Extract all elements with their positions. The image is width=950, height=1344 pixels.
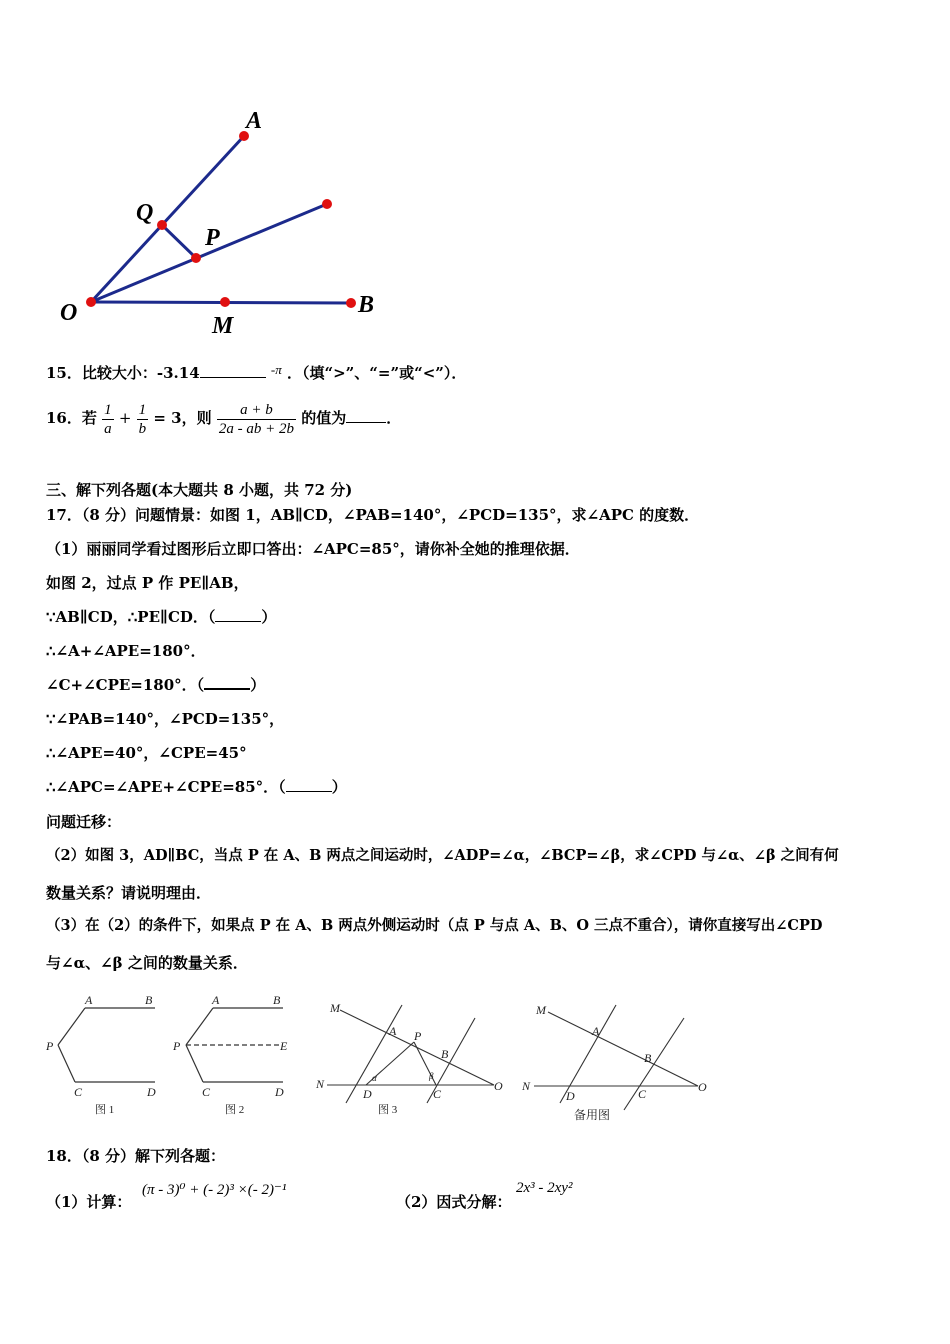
fraction-1-over-b: $\frac{1}{b}$ <box>138 401 147 437</box>
fig4-label-D: D <box>566 1089 575 1103</box>
fig3-label-O: O <box>494 1079 503 1093</box>
ray-OA <box>91 136 244 302</box>
fig1-label-A: A <box>85 993 93 1007</box>
fig4-label-N: N <box>522 1079 531 1093</box>
figure-spare <box>512 990 712 1125</box>
fig3-label-B: B <box>441 1047 449 1061</box>
fig2-label-E: E <box>280 1039 288 1053</box>
q17-line-5: ∴∠A+∠APE=180°． <box>46 642 206 660</box>
label-P: P <box>205 225 220 251</box>
fraction-1-over-a: $\frac{1}{a}$ <box>104 401 112 437</box>
q17-line-7: ∵∠PAB=140°，∠PCD=135°， <box>46 710 285 728</box>
fig2-label-B: B <box>273 993 281 1007</box>
q18-title: 18．（8 分）解下列各题： <box>46 1147 226 1165</box>
q18-part-2-label: （2）因式分解： <box>396 1193 512 1211</box>
q17-line-9: ∴∠APC=∠APE+∠CPE=85°．（ ） <box>46 778 347 796</box>
q17-line-3: 如图 2，过点 P 作 PE∥AB， <box>46 574 249 592</box>
point-right <box>322 199 332 209</box>
section-3-title: 三、解下列各题(本大题共 8 小题，共 72 分) <box>46 481 353 499</box>
fig2-label-D: D <box>275 1085 284 1099</box>
q17-line-4: ∵AB∥CD，∴PE∥CD．（ ） <box>46 608 277 626</box>
q18-part-1-expression: (π - 3)⁰ + (- 2)³ ×(- 2)⁻¹ <box>142 1182 287 1198</box>
question-15: 15．比较大小：-3.14 -π ．（填“>”、“=”或“<”）． <box>46 362 467 382</box>
q17-line-2: （1）丽丽同学看过图形后立即口答出：∠APC=85°，请你补全她的推理依据． <box>46 540 580 558</box>
fig3-label-C: C <box>433 1087 442 1101</box>
fig2-label-C: C <box>202 1085 211 1099</box>
compare-value: -π <box>270 362 282 377</box>
ray-OP <box>91 204 327 302</box>
fig4-label-A: A <box>592 1024 600 1038</box>
fig3-label-A: A <box>389 1024 397 1038</box>
fig1-label-P: P <box>46 1039 54 1053</box>
fig3-caption: 图 3 <box>378 1104 398 1116</box>
fig3-label-P: P <box>414 1029 422 1043</box>
segment-QP <box>162 225 196 258</box>
fig3-label-M: M <box>330 1001 340 1015</box>
q17-line-6: ∠C+∠CPE=180°．（ ） <box>46 676 266 694</box>
label-M: M <box>212 313 234 339</box>
q18-part-1-label: （1）计算： <box>46 1193 132 1211</box>
point-M <box>220 297 230 307</box>
q17-line-13: （3）在（2）的条件下，如果点 P 在 A、B 两点外侧运动时（点 P 与点 A、B、O 三点不重合），请你直接写出∠CPD <box>46 917 823 934</box>
fig1-label-C: C <box>74 1085 83 1099</box>
fig1-caption: 图 1 <box>95 1104 115 1116</box>
q17-line-11: （2）如图 3，AD∥BC，当点 P 在 A、B 两点之间运动时，∠ADP=∠α，∠BCP=∠β，求∠CPD 与∠α、∠β 之间有何 <box>46 847 839 864</box>
point-P <box>191 253 201 263</box>
figure-1 <box>40 990 165 1120</box>
label-B: B <box>358 292 375 318</box>
figure-3 <box>312 990 512 1120</box>
fig4-caption: 备用图 <box>574 1108 611 1122</box>
fig4-label-C: C <box>638 1087 647 1101</box>
fig1-label-D: D <box>147 1085 156 1099</box>
fig4-label-M: M <box>536 1003 546 1017</box>
q17-line-1: 17．（8 分）问题情景：如图 1，AB∥CD，∠PAB=140°，∠PCD=135°，求∠APC 的度数． <box>46 506 700 524</box>
fig2-label-P: P <box>173 1039 181 1053</box>
q17-line-14: 与∠α、∠β 之间的数量关系． <box>46 954 248 972</box>
point-Q <box>157 220 167 230</box>
label-Q: Q <box>136 200 154 226</box>
label-A: A <box>246 108 263 134</box>
fig3-label-beta: β <box>429 1071 434 1081</box>
q17-line-8: ∴∠APE=40°，∠CPE=45° <box>46 744 247 762</box>
fig4-label-O: O <box>698 1080 707 1094</box>
fig2-caption: 图 2 <box>225 1104 245 1116</box>
fig1-label-B: B <box>145 993 153 1007</box>
angle-figure <box>40 100 400 350</box>
label-O: O <box>60 300 78 326</box>
figure-2 <box>168 990 298 1120</box>
fig4-label-B: B <box>644 1051 652 1065</box>
fig2-label-A: A <box>212 993 220 1007</box>
question-16: 16．若 $\frac{1}{a}$ + $\frac{1}{b}$ = 3，则 $\frac{a + b}{2a - ab + 2b}$ 的值为 ． <box>46 401 402 437</box>
fig3-label-D: D <box>363 1087 372 1101</box>
fraction-expression: $\frac{a + b}{2a - ab + 2b}$ <box>218 401 294 437</box>
point-B <box>346 298 356 308</box>
point-O <box>86 297 96 307</box>
q17-line-12: 数量关系？请说明理由． <box>46 884 212 902</box>
q18-part-2-expression: 2x³ - 2xy² <box>516 1180 573 1196</box>
fig3-label-alpha: α <box>372 1073 377 1083</box>
fig3-label-N: N <box>316 1077 325 1091</box>
q17-line-10: 问题迁移： <box>46 813 122 831</box>
